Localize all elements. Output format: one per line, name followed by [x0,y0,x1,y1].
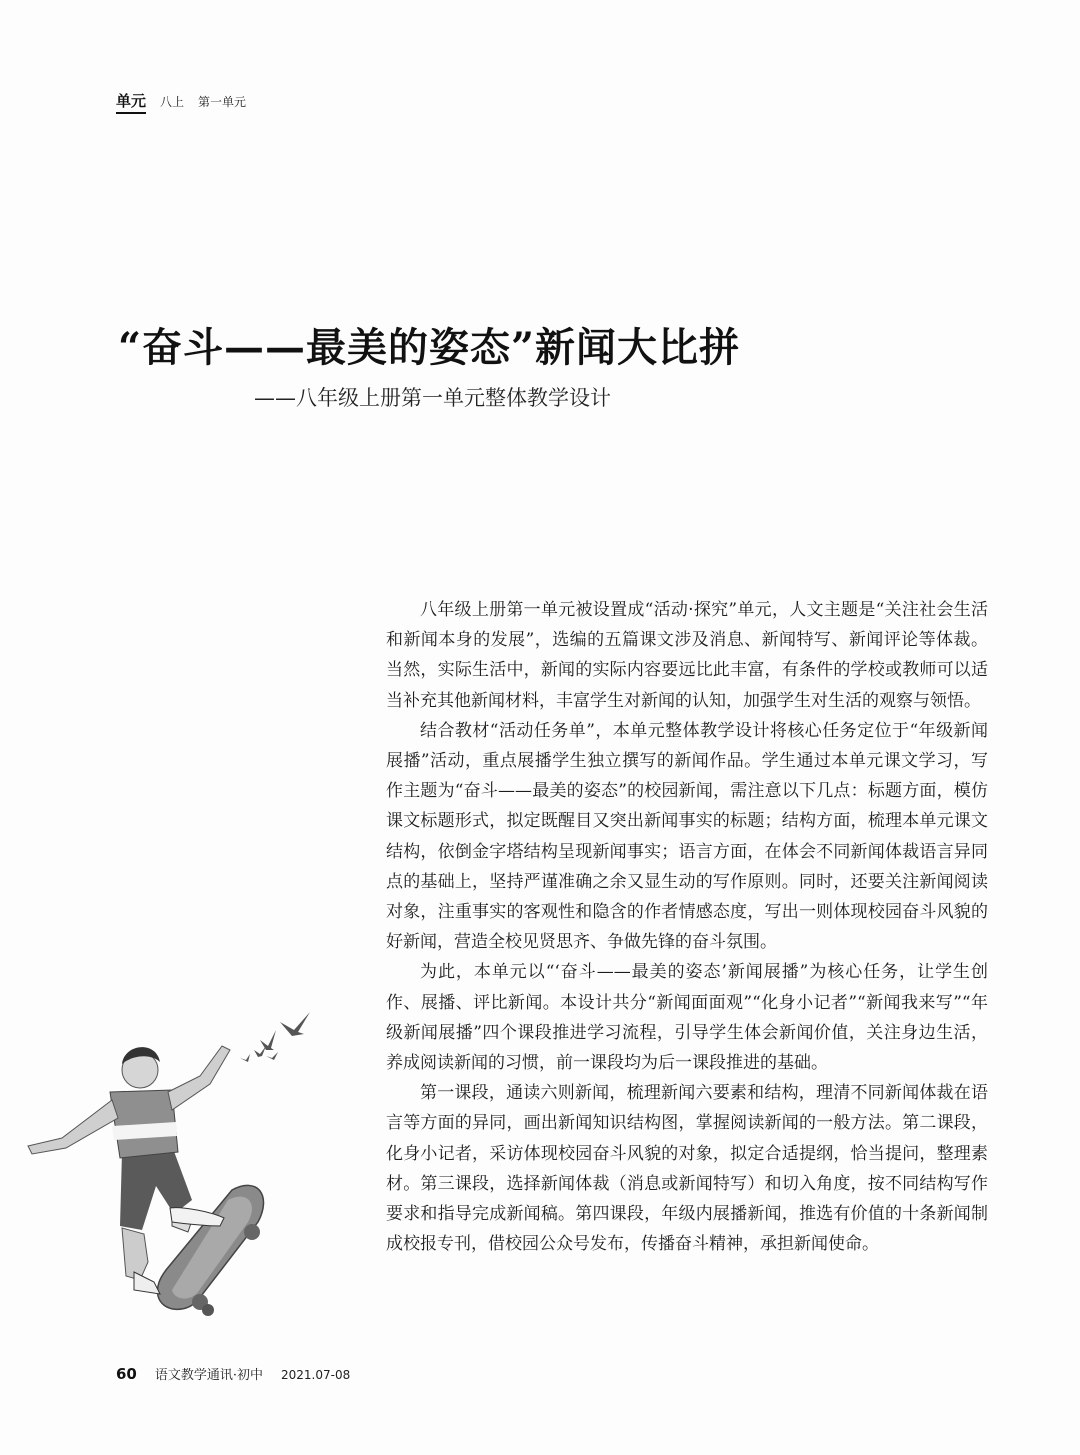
head [122,1047,160,1088]
unit-label: 第一单元 [198,95,247,109]
birds-icon [240,1012,310,1062]
article-title: “奋斗——最美的姿态”新闻大比拼 [118,324,741,371]
grade-label: 八上 [160,95,185,109]
skateboarder-illustration [22,1000,322,1320]
article-subtitle: ——八年级上册第一单元整体教学设计 [254,386,611,410]
section-label: 单元 [116,90,146,114]
page-header [116,90,246,114]
paragraph-3: 为此，本单元以“‘奋斗——最美的姿态’新闻展播”为核心任务，让学生创作、展播、评比新闻。本设计共分“新闻面面观”“化身小记者”“新闻我来写”“年级新闻展播”四个课段推进学习流程，引导学生体会新闻价值，关注身边生活，养成阅读新闻的习惯，前一课段均为后一课段推进的基础。 [386,962,988,1074]
issue-date: 2021.07-08 [281,1368,351,1382]
paragraph-2: 结合教材“活动任务单”，本单元整体教学设计将核心任务定位于“年级新闻展播”活动，重点展播学生独立撰写的新闻作品。学生通过本单元课文学习，写作主题为“奋斗——最美的姿态”的校园新闻，需注意以下几点：标题方面，模仿课文标题形式，拟定既醒目又突出新闻事实的标题；结构方面，梳理本单元课文结构，依倒金字塔结构呈现新闻事实；语言方面，在体会不同新闻体裁语言异同点的基础上，坚持严谨准确之余又显生动的写作原则。同时，还要关注新闻阅读对象，注重事实的客观性和隐含的作者情感态度，写出一则体现校园奋斗风貌的好新闻，营造全校见贤思齐、争做先锋的奋斗氛围。 [386,720,988,953]
paragraph-4: 第一课段，通读六则新闻，梳理新闻六要素和结构，理清不同新闻体裁在语言等方面的异同，画出新闻知识结构图，掌握阅读新闻的一般方法。第二课段，化身小记者，采访体现校园奋斗风貌的对象，拟定合适提纲，恰当提问，整理素材。第三课段，选择新闻体裁（消息或新闻特写）和切入角度，按不同结构写作要求和指导完成新闻稿。第四课段，年级内展播新闻，推选有价值的十条新闻制成校报专刊，借校园公众号发布，传播奋斗精神，承担新闻使命。 [386,1083,988,1255]
paragraph-1: 八年级上册第一单元被设置成“活动·探究”单元，人文主题是“关注社会生活和新闻本身的发展”，选编的五篇课文涉及消息、新闻特写、新闻评论等体裁。当然，实际生活中，新闻的实际内容要远比此丰富，有条件的学校或教师可以适当补充其他新闻材料，丰富学生对新闻的认知，加强学生对生活的观察与领悟。 [386,600,988,711]
article-body [386,595,988,1259]
journal-name: 语文教学通讯·初中 [154,1368,264,1383]
page-number: 60 [116,1365,137,1383]
page-footer [116,1364,350,1383]
torso [110,1090,178,1158]
